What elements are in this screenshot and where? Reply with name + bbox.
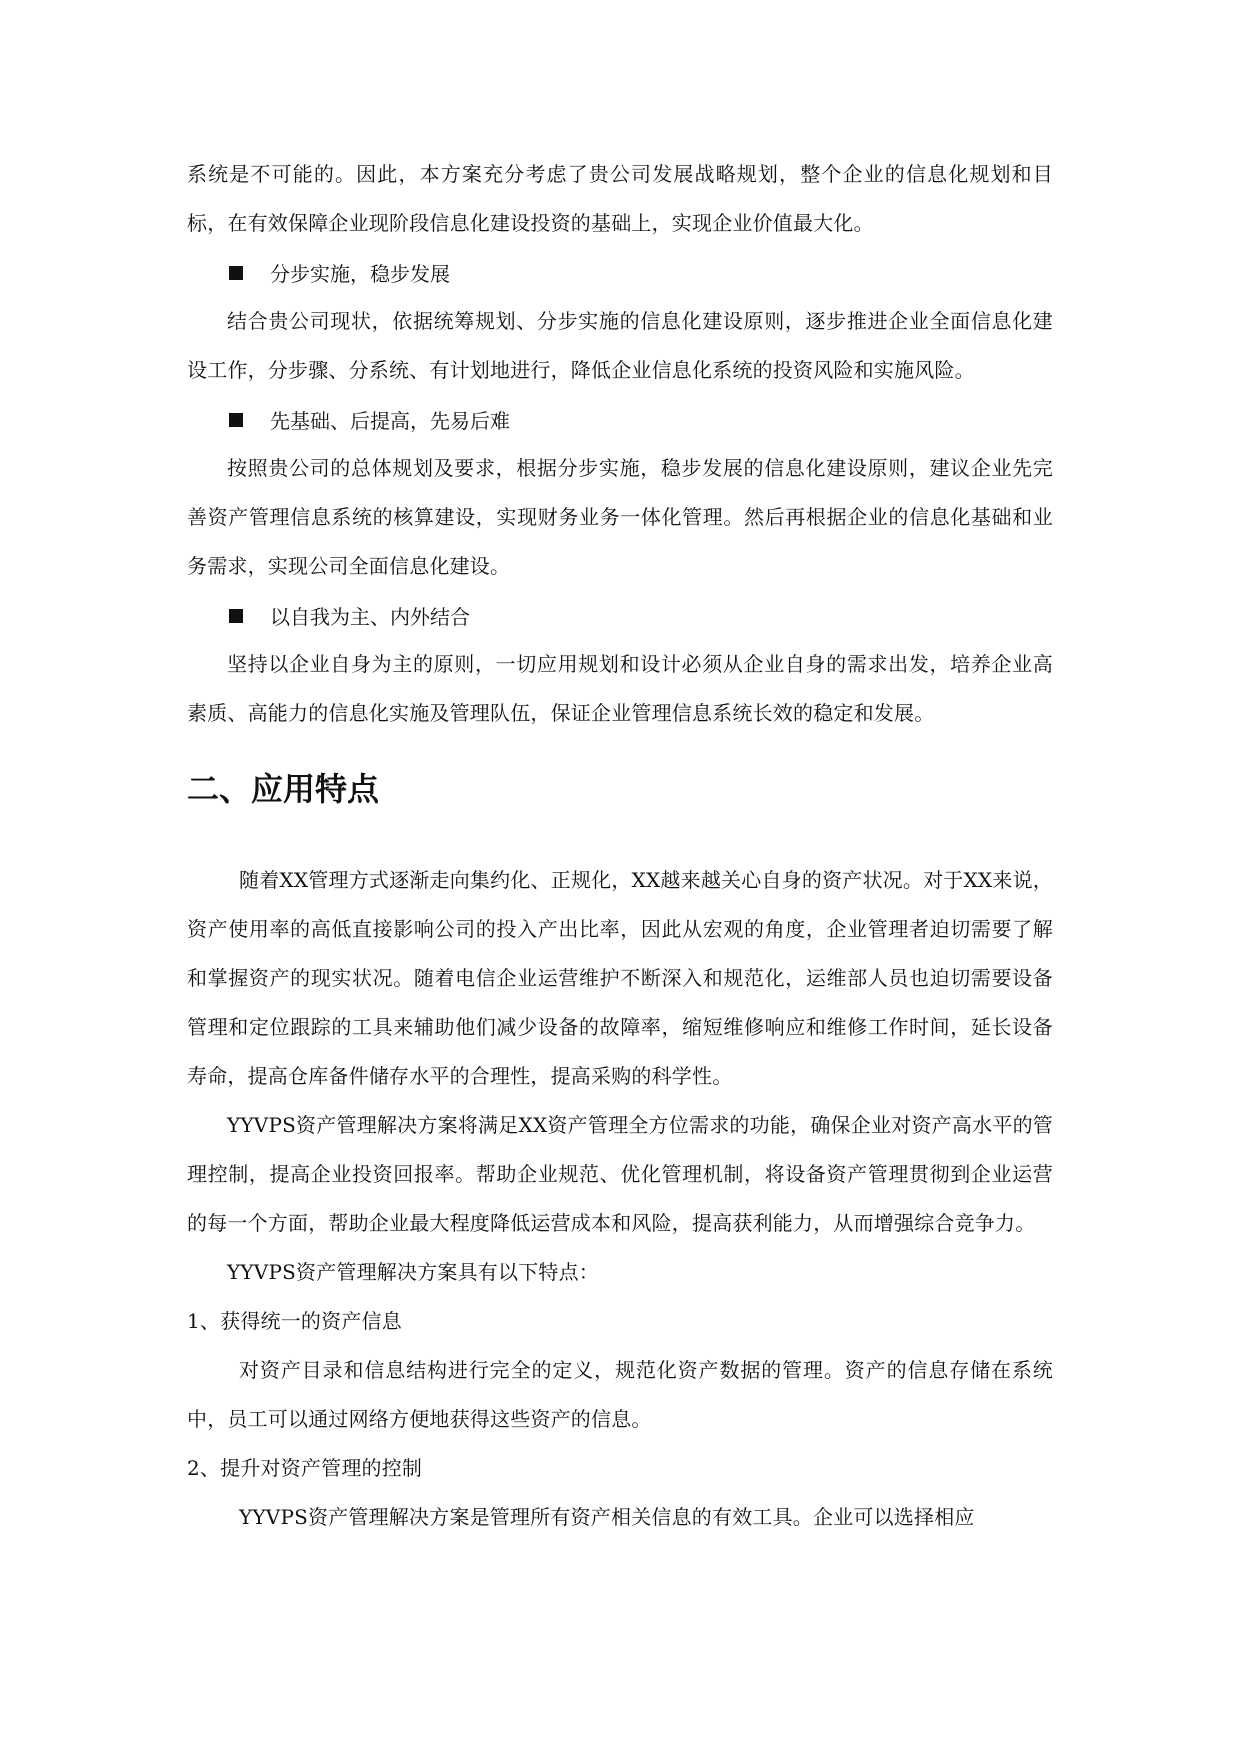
paragraph: YYVPS资产管理解决方案是管理所有资产相关信息的有效工具。企业可以选择相应	[239, 1505, 975, 1529]
bullet-item	[187, 248, 1053, 297]
document-body	[187, 150, 1053, 1542]
bullet-label: 以自我为主、内外结合	[270, 605, 470, 629]
square-bullet-icon	[229, 266, 243, 280]
paragraph: YYVPS资产管理解决方案将满足XX资产管理全方位需求的功能，确保企业对资产高水平的管理控制，提高企业投资回报率。帮助企业规范、优化管理机制，将设备资产管理贯彻到企业运营的每一个方面，帮助企业最大程度降低运营成本和风险，提高获利能力，从而增强综合竞争力。	[187, 1113, 1053, 1235]
paragraph: YYVPS资产管理解决方案具有以下特点：	[227, 1260, 600, 1284]
square-bullet-icon	[229, 609, 243, 623]
bullet-label: 分步实施，稳步发展	[270, 262, 450, 286]
paragraph: 按照贵公司的总体规划及要求，根据分步实施，稳步发展的信息化建设原则，建议企业先完善资产管理信息系统的核算建设，实现财务业务一体化管理。然后再根据企业的信息化基础和业务需求，实现公司全面信息化建设。	[187, 456, 1053, 578]
paragraph: 结合贵公司现状，依据统筹规划、分步实施的信息化建设原则，逐步推进企业全面信息化建设工作，分步骤、分系统、有计划地进行，降低企业信息化系统的投资风险和实施风险。	[187, 309, 1053, 382]
bullet-label: 先基础、后提高，先易后难	[270, 409, 510, 433]
numbered-heading: 2、提升对资产管理的控制	[187, 1456, 423, 1480]
section-heading: 二、应用特点	[187, 770, 380, 808]
bullet-item	[187, 591, 1053, 640]
numbered-heading: 1、获得统一的资产信息	[187, 1309, 402, 1333]
paragraph: 坚持以企业自身为主的原则，一切应用规划和设计必须从企业自身的需求出发，培养企业高素质、高能力的信息化实施及管理队伍，保证企业管理信息系统长效的稳定和发展。	[187, 652, 1053, 725]
paragraph-continued: 系统是不可能的。因此，本方案充分考虑了贵公司发展战略规划，整个企业的信息化规划和目标，在有效保障企业现阶段信息化建设投资的基础上，实现企业价值最大化。	[187, 162, 1053, 235]
square-bullet-icon	[229, 413, 243, 427]
bullet-item	[187, 395, 1053, 444]
paragraph: 对资产目录和信息结构进行完全的定义，规范化资产数据的管理。资产的信息存储在系统中，员工可以通过网络方便地获得这些资产的信息。	[187, 1358, 1053, 1431]
paragraph: 随着XX管理方式逐渐走向集约化、正规化，XX越来越关心自身的资产状况。对于XX来说，资产使用率的高低直接影响公司的投入产出比率，因此从宏观的角度，企业管理者迫切需要了解和掌握资产的现实状况。随着电信企业运营维护不断深入和规范化，运维部人员也迫切需要设备管理和定位跟踪的工具来辅助他们减少设备的故障率，缩短维修响应和维修工作时间，延长设备寿命，提高仓库备件储存水平的合理性，提高采购的科学性。	[187, 868, 1053, 1088]
